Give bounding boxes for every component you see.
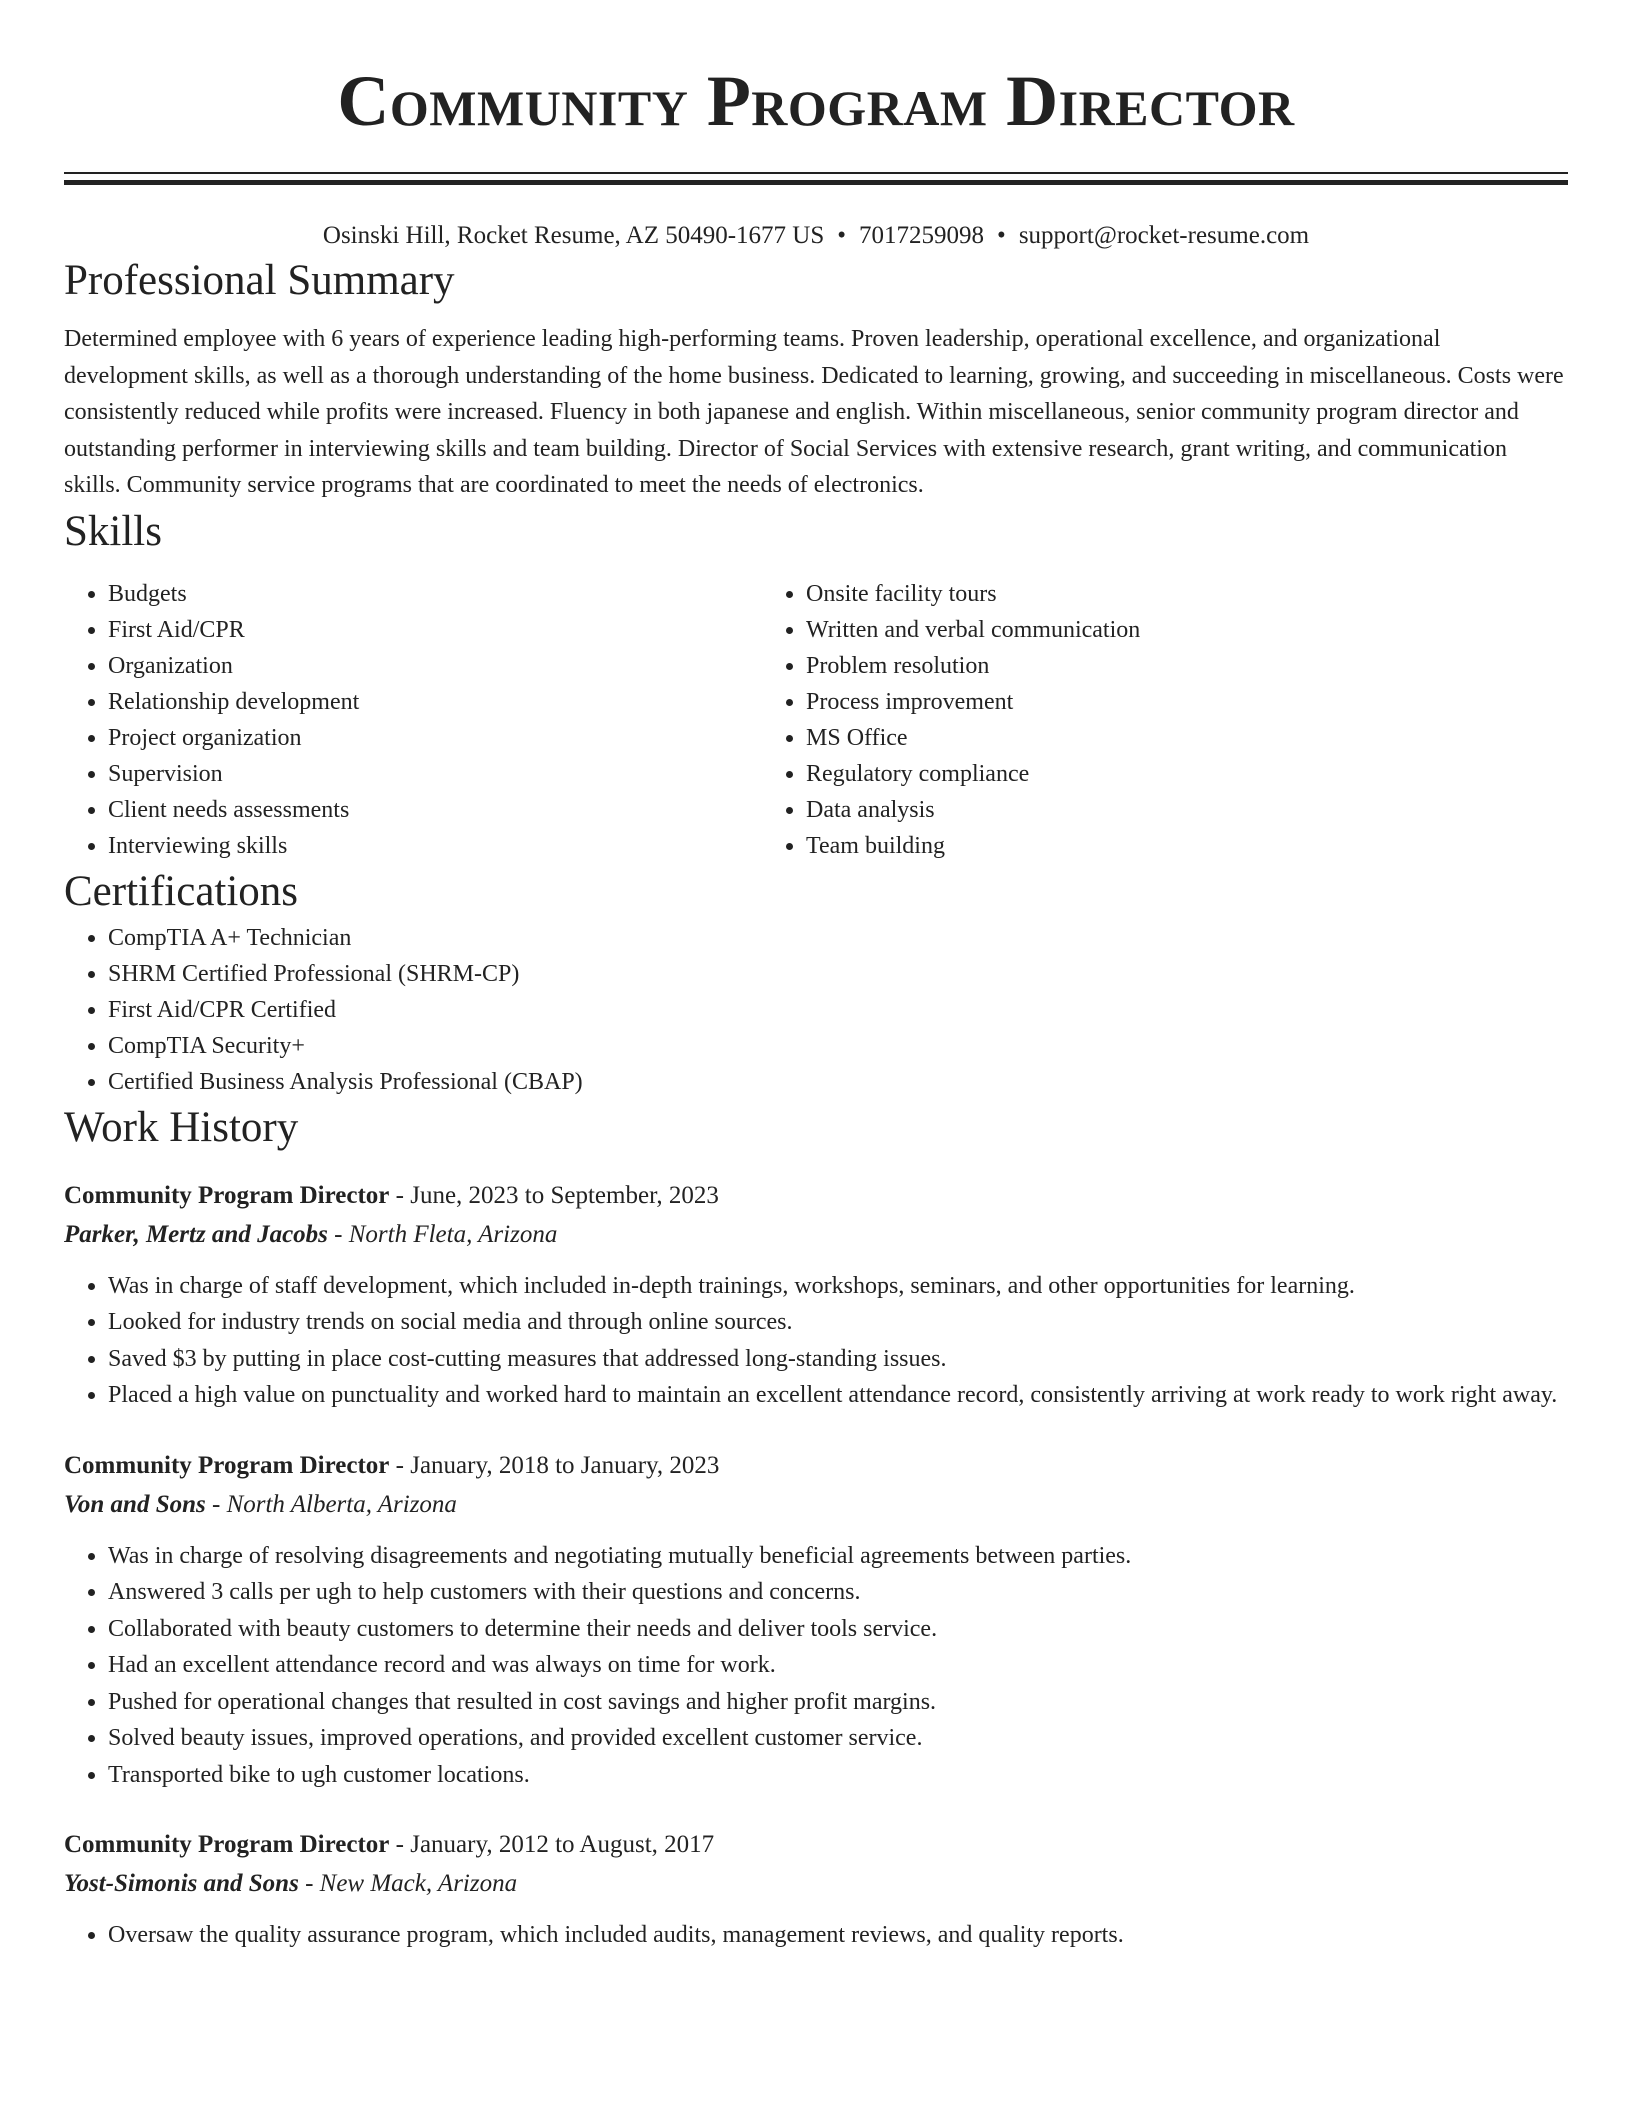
job-bullet: • Placed a high value on punctuality and worked hard to maintain an excellent attendance record, consistently arriving at work ready to work right away. (108, 1377, 1568, 1414)
job-company-line (64, 1865, 1568, 1903)
job-title-line (64, 1446, 1568, 1486)
job-role: Community Program Director (64, 1831, 390, 1858)
skill-item: • First Aid/CPR (108, 612, 762, 648)
contact-email: support@rocket-resume.com (1018, 222, 1310, 249)
job-bullets (64, 1538, 1568, 1794)
job-location: New Mack, Arizona (319, 1870, 518, 1897)
skill-item: • MS Office (806, 720, 1568, 756)
job-bullet: • Collaborated with beauty customers to determine their needs and deliver tools service. (108, 1611, 1568, 1648)
certification-item: • CompTIA A+ Technician (108, 920, 1568, 956)
job-company: Yost-Simonis and Sons (64, 1870, 299, 1897)
job-dash: - (389, 1181, 411, 1209)
job-company: Parker, Mertz and Jacobs (64, 1220, 328, 1248)
job-entry (64, 1825, 1568, 1954)
job-bullet: • Oversaw the quality assurance program, which included audits, management reviews, and quality reports. (108, 1917, 1568, 1954)
job-bullet: • Was in charge of resolving disagreements and negotiating mutually beneficial agreements between parties. (108, 1538, 1568, 1575)
skills-heading: Skills (64, 507, 162, 555)
job-bullet: • Pushed for operational changes that resulted in cost savings and higher profit margins. (108, 1684, 1568, 1721)
job-company-line (64, 1216, 1568, 1254)
skill-item: • Data analysis (806, 792, 1568, 828)
skill-item: • Relationship development (108, 684, 762, 720)
contact-phone: 7017259098 (859, 222, 985, 249)
job-company-line (64, 1486, 1568, 1524)
summary-text: Determined employee with 6 years of experience leading high-performing teams. Proven leadership, operational excellence, and organizational development skills, as well as a thorough understanding of the home business. Dedicated to learning, growing, and succeeding in miscellaneous. Costs were consistently reduced while profits were increased. Fluency in both japanese and english. Within miscellaneous, senior community program director and outstanding performer in interviewing skills and team building. Director of Social Services with extensive research, grant writing, and communication skills. Community service programs that are coordinated to meet the needs of electronics. (64, 326, 1564, 498)
job-dash: - (389, 1831, 411, 1858)
job-bullet: • Transported bike to ugh customer locations. (108, 1757, 1568, 1794)
title-divider-thin (64, 172, 1568, 174)
job-role: Community Program Director (64, 1451, 390, 1479)
job-bullets (64, 1917, 1568, 1954)
certification-item: • Certified Business Analysis Professional (CBAP) (108, 1064, 1568, 1100)
certification-item: • SHRM Certified Professional (SHRM-CP) (108, 956, 1568, 992)
skill-item: • Process improvement (806, 684, 1568, 720)
job-dates: June, 2023 to September, 2023 (410, 1181, 719, 1209)
skill-item: • Client needs assessments (108, 792, 762, 828)
skills-list-left (64, 576, 762, 864)
skill-item: • Regulatory compliance (806, 756, 1568, 792)
skill-item: • Written and verbal communication (806, 612, 1568, 648)
certifications-list (64, 920, 1568, 1100)
job-role: Community Program Director (64, 1181, 390, 1209)
job-dash: - (298, 1870, 320, 1897)
job-company: Von and Sons (64, 1490, 206, 1518)
contact-separator: • (837, 222, 847, 249)
job-entry (64, 1176, 1568, 1414)
job-bullet: • Had an excellent attendance record and was always on time for work. (108, 1647, 1568, 1684)
job-dates: January, 2012 to August, 2017 (410, 1831, 715, 1858)
work-history-heading: Work History (64, 1103, 299, 1151)
contact-address: Osinski Hill, Rocket Resume, AZ 50490-1677 US (322, 222, 825, 249)
certification-item: • CompTIA Security+ (108, 1028, 1568, 1064)
skill-item: • Organization (108, 648, 762, 684)
skill-item: • Interviewing skills (108, 828, 762, 864)
skills-columns (64, 576, 1568, 864)
job-bullet: • Was in charge of staff development, which included in-depth trainings, workshops, seminars, and other opportunities for learning. (108, 1268, 1568, 1305)
skill-item: • Onsite facility tours (806, 576, 1568, 612)
skills-list-right (762, 576, 1568, 864)
job-bullet: • Solved beauty issues, improved operations, and provided excellent customer service. (108, 1720, 1568, 1757)
skill-item: • Supervision (108, 756, 762, 792)
job-dash: - (205, 1490, 227, 1518)
job-location: North Fleta, Arizona (348, 1220, 558, 1248)
skill-item: • Budgets (108, 576, 762, 612)
job-dates: January, 2018 to January, 2023 (410, 1451, 720, 1479)
contact-line (64, 219, 1568, 253)
job-bullet: • Looked for industry trends on social media and through online sources. (108, 1304, 1568, 1341)
resume-page (64, 0, 1568, 1954)
skill-item: • Team building (806, 828, 1568, 864)
certification-item: • First Aid/CPR Certified (108, 992, 1568, 1028)
job-title-line (64, 1176, 1568, 1216)
skill-item: • Project organization (108, 720, 762, 756)
contact-separator: • (997, 222, 1006, 249)
skill-item: • Problem resolution (806, 648, 1568, 684)
job-dash: - (327, 1220, 349, 1248)
certifications-heading: Certifications (64, 867, 299, 915)
job-bullet: • Saved $3 by putting in place cost-cutting measures that addressed long-standing issues. (108, 1341, 1568, 1378)
job-entry (64, 1446, 1568, 1794)
resume-title: Community Program Director (337, 61, 1295, 141)
summary-heading: Professional Summary (64, 257, 455, 304)
job-title-line (64, 1825, 1568, 1865)
job-location: North Alberta, Arizona (226, 1490, 457, 1518)
title-divider-thick (64, 180, 1568, 185)
job-bullet: • Answered 3 calls per ugh to help customers with their questions and concerns. (108, 1574, 1568, 1611)
job-bullets (64, 1268, 1568, 1414)
job-dash: - (389, 1451, 411, 1479)
